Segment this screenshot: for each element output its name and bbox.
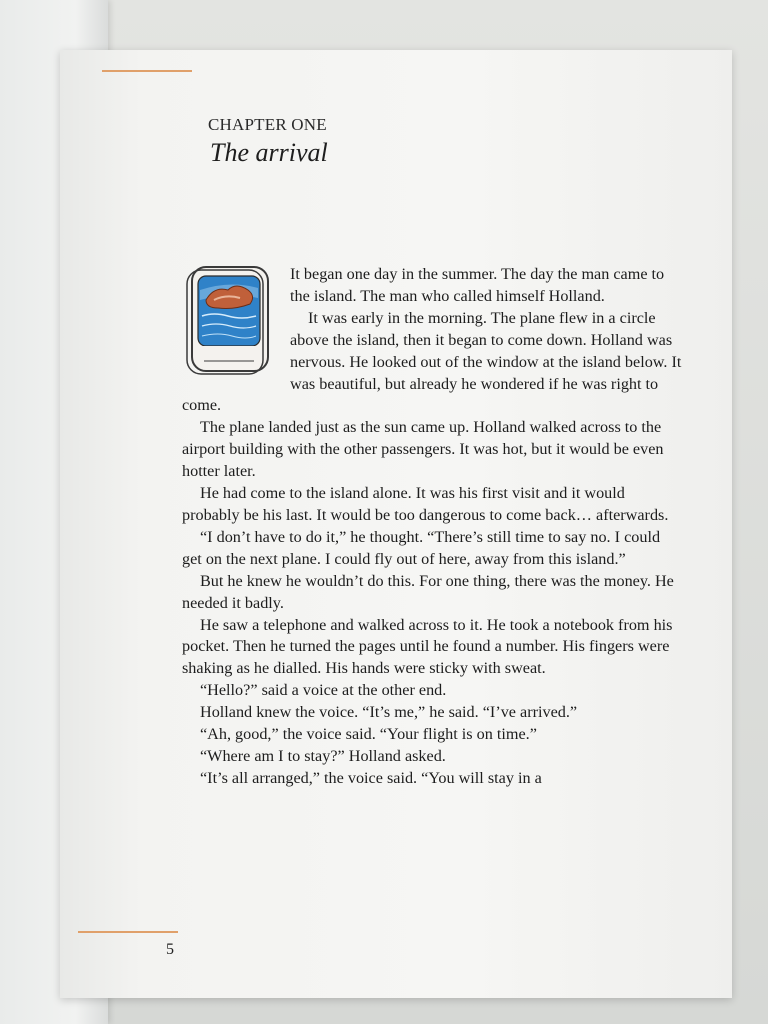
paragraph-11: “Where am I to stay?” Holland asked. (200, 746, 446, 765)
paragraph-2: It was early in the morning. The plane flew in a circle above the island, then it began to come down. Holland was nervous. He looked out of the window at the island below. It was beautiful, but already he wondered if he was right to come. (182, 308, 682, 415)
chapter-body-text (182, 264, 682, 790)
paragraph-1: It began one day in the summer. The day the man came to the island. The man who called himself Holland. (290, 265, 665, 305)
paragraph-5: “I don’t have to do it,” he thought. “There’s still time to say no. I could get on the next plane. I could fly out of here, away from this island.” (182, 527, 661, 568)
paragraph-7: He saw a telephone and walked across to it. He took a notebook from his pocket. Then he turned the pages until he found a number. His fingers were shaking as he dialled. His hands were sticky with sweat. (182, 615, 673, 678)
page-number: 5 (166, 941, 174, 958)
paragraph-6: But he knew he wouldn’t do this. For one thing, there was the money. He needed it badly. (182, 571, 674, 612)
paragraph-4: He had come to the island alone. It was his first visit and it would probably be his last. It would be too dangerous to come back… afterwards. (182, 484, 669, 524)
paragraph-3: The plane landed just as the sun came up. Holland walked across to the airport building with the other passengers. It was hot, but it would be even hotter later. (182, 418, 664, 481)
top-accent-rule (102, 70, 192, 72)
illustration-wrap-spacer (182, 264, 290, 374)
bottom-accent-rule (78, 931, 178, 933)
paragraph-10: “Ah, good,” the voice said. “Your flight is on time.” (200, 725, 537, 744)
paragraph-9: Holland knew the voice. “It’s me,” he said. “I’ve arrived.” (200, 703, 578, 722)
chapter-title: The arrival (210, 138, 328, 167)
paragraph-8: “Hello?” said a voice at the other end. (200, 681, 447, 700)
paragraph-12: “It’s all arranged,” the voice said. “You will stay in a (200, 768, 542, 787)
chapter-label: CHAPTER ONE (208, 115, 327, 134)
